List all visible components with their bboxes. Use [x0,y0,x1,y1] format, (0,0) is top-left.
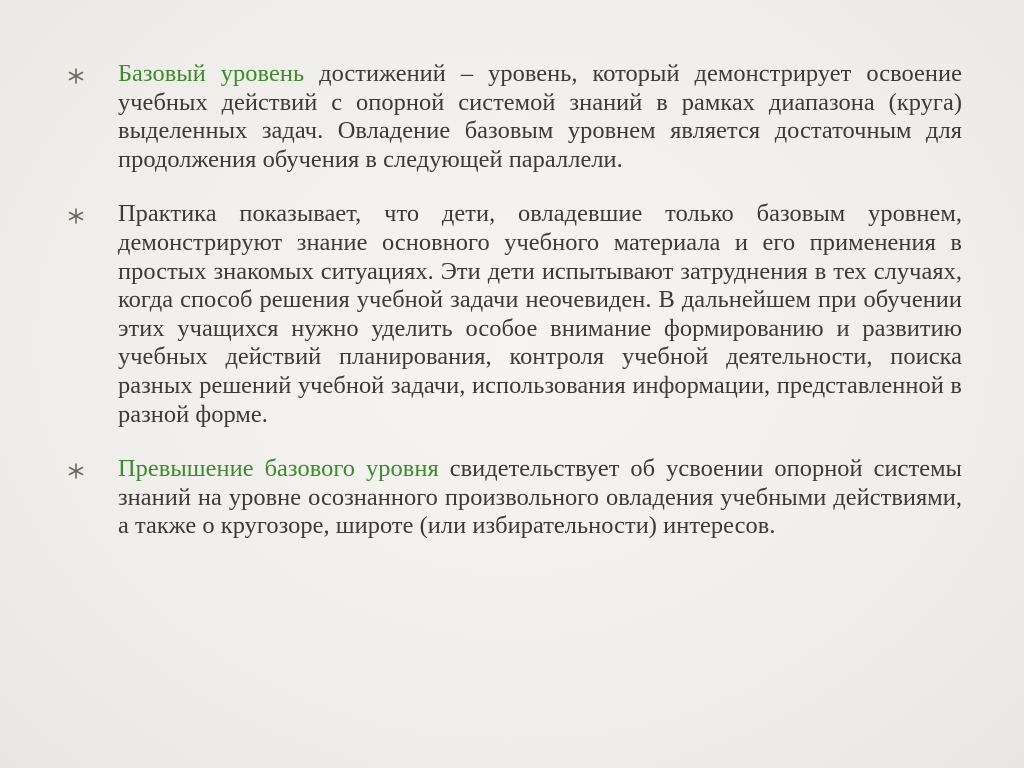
bullet-list [62,60,962,569]
bullet-body: свидетельствует об усвоении опорной системы знаний на уровне осознанного произвольного овладения учебными действиями, а также о кругозоре, широте (или избирательности) интересов. [118,455,962,540]
bullet-item-practice [62,200,962,429]
bullet-text [118,455,962,541]
bullet-text [118,200,962,429]
bullet-body: Практика показывает, что дети, овладевшие только базовым уровнем, демонстрируют знание основного учебного материала и его применения в простых знакомых ситуациях. Эти дети испытывают затруднения в тех случаях, когда способ решения учебной задачи неочевиден. В дальнейшем при обучении этих учащихся нужно уделить особое внимание формированию и развитию учебных действий планирования, контроля учебной деятельности, поиска разных решений учебной задачи, использования информации, представленной в разной форме. [118,200,962,428]
bullet-item-exceeding-level [62,455,962,541]
highlight-term: Базовый уровень [118,60,305,87]
star-bullet-icon [66,66,86,86]
bullet-body: достижений – уровень, который демонстрирует освоение учебных действий с опорной системой знаний в рамках диапазона (круга) выделенных задач. Овладение базовым уровнем является достаточным для продолжения обучения в следующей параллели. [118,60,962,173]
star-bullet-icon [66,461,86,481]
bullet-item-basic-level [62,60,962,174]
star-bullet-icon [66,206,86,226]
highlight-term: Превышение базового уровня [118,455,439,483]
bullet-text [118,60,962,174]
